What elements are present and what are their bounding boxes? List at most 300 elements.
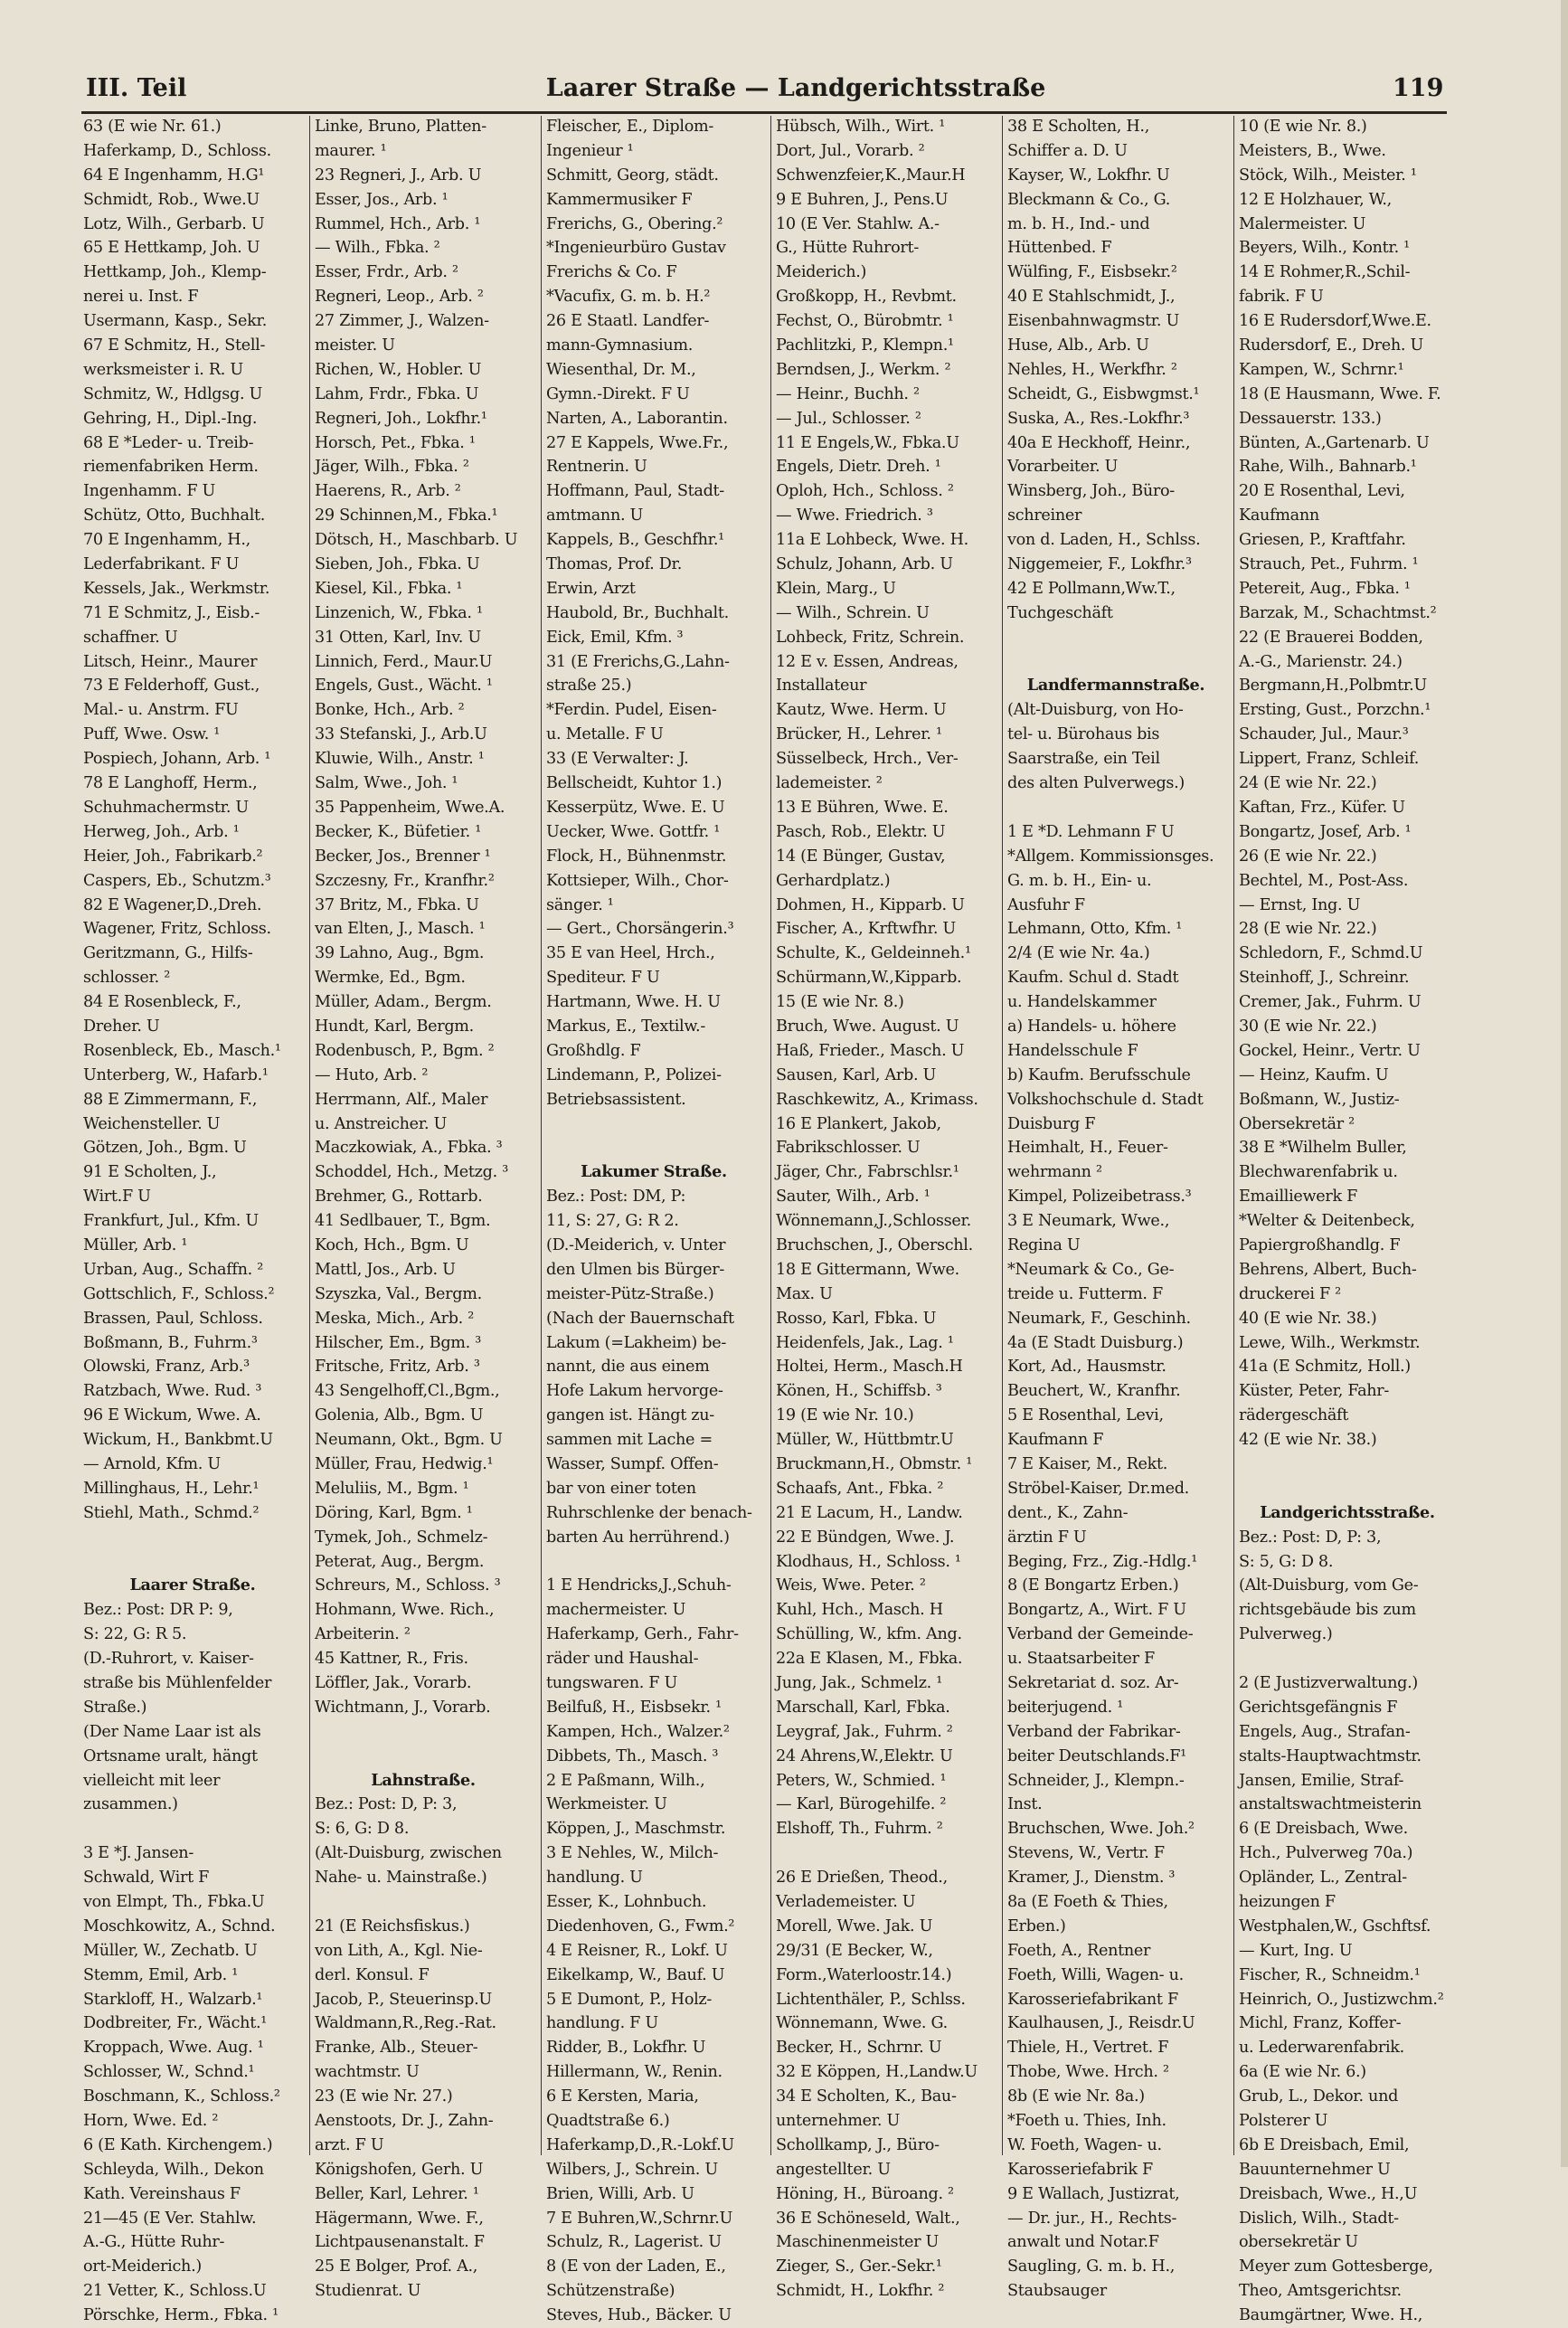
entry-line: Schulz, R., Lagerist. U	[546, 2233, 722, 2252]
entry-line: (Nach der Bauernschaft	[546, 1309, 734, 1328]
entry-line: Pospiech, Johann, Arb. ¹	[83, 750, 271, 769]
column-1	[83, 115, 302, 2325]
entry-line: Schürmann,W.,Kipparb.	[776, 969, 962, 988]
entry-line: Gockel, Heinr., Vertr. U	[1239, 1041, 1421, 1060]
entry-line: Gerhardplatz.)	[776, 871, 891, 890]
entry-line: Sieben, Joh., Fbka. U	[315, 555, 480, 574]
entry-line: Lotz, Wilh., Gerbarb. U	[83, 214, 265, 233]
entry-line: Linzenich, W., Fbka. ¹	[315, 603, 483, 622]
entry-line: *Neumark & Co., Ge-	[1007, 1260, 1175, 1279]
entry-line: u. Metalle. F U	[546, 725, 664, 744]
entry-line: Duisburg F	[1007, 1114, 1096, 1133]
entry-line: Linnich, Ferd., Maur.U	[315, 652, 493, 671]
entry-line: Blechwarenfabrik u.	[1239, 1163, 1398, 1182]
blank-line	[1239, 1647, 1456, 1671]
entry-line: 82 E Wagener,D.,Dreh.	[83, 895, 262, 914]
entry-line: Haferkamp, Gerh., Fahr-	[546, 1625, 739, 1644]
entry-line: 23 (E wie Nr. 27.)	[315, 2087, 453, 2106]
column-divider	[309, 116, 310, 2155]
entry-line: Schützenstraße)	[546, 2282, 675, 2301]
entry-line: Pörschke, Herm., Fbka. ¹	[83, 2306, 279, 2325]
entry-line: Lindemann, P., Polizei-	[546, 1065, 722, 1084]
entry-line: 18 E Gittermann, Wwe.	[776, 1260, 959, 1279]
entry-line: 29/31 (E Becker, W.,	[776, 1941, 933, 1960]
entry-line: Studienrat. U	[315, 2282, 421, 2301]
entry-line: Haubold, Br., Buchhalt.	[546, 603, 729, 622]
entry-line: Kiesel, Kil., Fbka. ¹	[315, 579, 463, 598]
entry-line: Erwin, Arzt	[546, 579, 636, 598]
entry-line: 96 E Wickum, Wwe. A.	[83, 1406, 261, 1425]
column-divider	[1233, 116, 1234, 2155]
entry-line: Kroppach, Wwe. Aug. ¹	[83, 2039, 264, 2058]
entry-line: Baumgärtner, Wwe. H.,	[1239, 2306, 1423, 2325]
entry-line: Quadtstraße 6.)	[546, 2112, 670, 2131]
entry-line: Zieger, S., Ger.-Sekr.¹	[776, 2257, 942, 2276]
entry-line: Meska, Mich., Arb. ²	[315, 1309, 475, 1328]
entry-line: Thiele, H., Vertret. F	[1007, 2039, 1169, 2058]
entry-line: Tymek, Joh., Schmelz-	[315, 1528, 488, 1547]
entry-line: Lehmann, Otto, Kfm. ¹	[1007, 920, 1183, 939]
entry-line: (Der Name Laar ist als	[83, 1722, 261, 1741]
entry-line: Lippert, Franz, Schleif.	[1239, 750, 1419, 769]
column-3	[546, 115, 761, 2325]
entry-line: 43 Sengelhoff,Cl.,Bgm.,	[315, 1382, 500, 1401]
entry-line: Ersting, Gust., Porzchn.¹	[1239, 701, 1431, 720]
column-6	[1239, 115, 1456, 2325]
entry-line: Form.,Waterloostr.14.)	[776, 1965, 952, 1984]
entry-line: 4 E Reisner, R., Lokf. U	[546, 1941, 728, 1960]
entry-line: Wagener, Fritz, Schloss.	[83, 920, 271, 939]
entry-line: vielleicht mit leer	[83, 1771, 221, 1790]
entry-line: 24 (E wie Nr. 22.)	[1239, 774, 1377, 793]
entry-line: zusammen.)	[83, 1795, 178, 1814]
entry-line: Niggemeier, F., Lokfhr.³	[1007, 555, 1192, 574]
entry-line: Schulte, K., Geldeinneh.¹	[776, 944, 971, 963]
entry-line: beiter Deutschlands.F¹	[1007, 1746, 1186, 1765]
entry-line: Kappels, B., Geschfhr.¹	[546, 531, 724, 550]
entry-line: Wönnemann, Wwe. G.	[776, 2014, 948, 2033]
entry-line: 70 E Ingenhamm, H.,	[83, 531, 250, 550]
entry-line: Frankfurt, Jul., Kfm. U	[83, 1212, 259, 1231]
column-divider	[770, 116, 771, 2155]
entry-line: Kessels, Jak., Werkmstr.	[83, 579, 270, 598]
entry-line: Gottschlich, F., Schloss.²	[83, 1284, 275, 1303]
entry-line: Lahm, Frdr., Fbka. U	[315, 384, 479, 403]
entry-line: Bergmann,H.,Polbmtr.U	[1239, 677, 1427, 696]
entry-line: 6 E Kersten, Maria,	[546, 2087, 699, 2106]
entry-line: Bez.: Post: D, P: 3,	[1239, 1528, 1382, 1547]
entry-line: Hübsch, Wilh., Wirt. ¹	[776, 118, 945, 136]
entry-line: 10 (E Ver. Stahlw. A.-	[776, 214, 940, 233]
entry-line: Süsselbeck, Hrch., Ver-	[776, 750, 959, 769]
entry-line: 26 E Staatl. Landfer-	[546, 312, 710, 331]
entry-line: Hch., Pulverweg 70a.)	[1239, 1844, 1413, 1863]
entry-line: anwalt und Notar.F	[1007, 2233, 1159, 2252]
entry-line: 39 Lahno, Aug., Bgm.	[315, 944, 485, 963]
entry-line: Schülling, W., kfm. Ang.	[776, 1625, 962, 1644]
entry-line: Bruckmann,H., Obmstr. ¹	[776, 1454, 973, 1473]
entry-line: Jung, Jak., Schmelz. ¹	[776, 1674, 943, 1692]
entry-line: Ströbel-Kaiser, Dr.med.	[1007, 1479, 1189, 1498]
entry-line: Fleischer, E., Diplom-	[546, 118, 714, 136]
entry-line: Arbeiterin. ²	[315, 1625, 411, 1644]
entry-line: 2 (E Justizverwaltung.)	[1239, 1674, 1418, 1692]
entry-line: Urban, Aug., Schaffn. ²	[83, 1260, 264, 1279]
entry-line: Olowski, Franz, Arb.³	[83, 1358, 250, 1377]
entry-line: Spediteur. F U	[546, 969, 660, 988]
entry-line: Kayser, W., Lokfhr. U	[1007, 166, 1170, 185]
entry-line: *Ferdin. Pudel, Eisen-	[546, 701, 717, 720]
entry-line: Löffler, Jak., Vorarb.	[315, 1674, 472, 1692]
entry-line: Schollkamp, J., Büro-	[776, 2135, 940, 2154]
entry-line: Bonke, Hch., Arb. ²	[315, 701, 465, 720]
entry-line: Könen, H., Schiffsb. ³	[776, 1382, 942, 1401]
entry-line: — Arnold, Kfm. U	[83, 1454, 221, 1473]
entry-line: b) Kaufm. Berufsschule	[1007, 1065, 1191, 1084]
entry-line: 67 E Schmitz, H., Stell-	[83, 336, 266, 355]
entry-line: — Huto, Arb. ²	[315, 1065, 429, 1084]
entry-line: 30 (E wie Nr. 22.)	[1239, 1017, 1377, 1036]
entry-line: Beyers, Wilh., Kontr. ¹	[1239, 239, 1410, 258]
entry-line: Holtei, Herm., Masch.H	[776, 1358, 963, 1377]
entry-line: Leygraf, Jak., Fuhrm. ²	[776, 1722, 953, 1741]
entry-line: 28 (E wie Nr. 22.)	[1239, 920, 1377, 939]
entry-line: Kammermusiker F	[546, 190, 693, 209]
entry-line: A.-G., Marienstr. 24.)	[1239, 652, 1403, 671]
entry-line: Ausfuhr F	[1007, 895, 1085, 914]
entry-line: 6a (E wie Nr. 6.)	[1239, 2063, 1366, 2082]
entry-line: Klodhaus, H., Schloss. ¹	[776, 1552, 961, 1571]
entry-line: Frerichs, G., Obering.²	[546, 214, 723, 233]
blank-line	[83, 1550, 302, 1575]
entry-line: Jäger, Wilh., Fbka. ²	[315, 458, 469, 477]
entry-line: — Karl, Bürogehilfe. ²	[776, 1795, 947, 1814]
entry-line: Herrmann, Alf., Maler	[315, 1090, 488, 1109]
entry-line: 10 (E wie Nr. 8.)	[1239, 118, 1367, 136]
entry-line: 5 E Dumont, P., Holz-	[546, 1990, 713, 2009]
entry-line: Millinghaus, H., Lehr.¹	[83, 1479, 260, 1498]
entry-line: Winsberg, Joh., Büro-	[1007, 482, 1175, 501]
entry-line: Bellscheidt, Kuhtor 1.)	[546, 774, 723, 793]
entry-line: Straße.)	[83, 1698, 147, 1717]
entry-line: 8 (E Bongartz Erben.)	[1007, 1576, 1179, 1595]
entry-line: Esser, Jos., Arb. ¹	[315, 190, 449, 209]
entry-line: Bechtel, M., Post-Ass.	[1239, 871, 1409, 890]
entry-line: Aenstoots, Dr. J., Zahn-	[315, 2112, 494, 2131]
entry-line: rädergeschäft	[1239, 1406, 1349, 1425]
entry-line: — Kurt, Ing. U	[1239, 1941, 1353, 1960]
entry-line: 40 E Stahlschmidt, J.,	[1007, 288, 1176, 307]
entry-line: Stemm, Emil, Arb. ¹	[83, 1965, 238, 1984]
entry-line: arzt. F U	[315, 2135, 384, 2154]
entry-line: Schauder, Jul., Maur.³	[1239, 725, 1409, 744]
entry-line: 31 Otten, Karl, Inv. U	[315, 628, 481, 647]
entry-line: tungswaren. F U	[546, 1674, 678, 1692]
entry-line: fabrik. F U	[1239, 288, 1324, 307]
entry-line: Kautz, Wwe. Herm. U	[776, 701, 947, 720]
entry-line: Karosseriefabrik F	[1007, 2160, 1153, 2179]
entry-line: meister. U	[315, 336, 395, 355]
entry-line: von d. Laden, H., Schlss.	[1007, 531, 1201, 550]
entry-line: 16 E Rudersdorf,Wwe.E.	[1239, 312, 1431, 331]
entry-line: 8 (E von der Laden, E.,	[546, 2257, 726, 2276]
entry-line: richtsgebäude bis zum	[1239, 1601, 1416, 1620]
entry-line: Stevens, W., Vertr. F	[1007, 1844, 1165, 1863]
entry-line: Diedenhoven, G., Fwm.²	[546, 1916, 735, 1935]
entry-line: handlung. U	[546, 1869, 643, 1888]
entry-line: S: 5, G: D 8.	[1239, 1552, 1334, 1571]
entry-line: von Elmpt, Th., Fbka.U	[83, 1893, 265, 1912]
street-heading: Landfermannstraße.	[1026, 676, 1205, 696]
entry-line: bar von einer toten	[546, 1479, 696, 1498]
entry-line: 5 E Rosenthal, Levi,	[1007, 1406, 1164, 1425]
entry-line: Wirt.F U	[83, 1188, 151, 1207]
entry-line: Kesserpütz, Wwe. E. U	[546, 798, 725, 817]
entry-line: Schmitt, Georg, städt.	[546, 166, 719, 185]
entry-line: unternehmer. U	[776, 2112, 901, 2131]
entry-line: 6 (E Kath. Kirchengem.)	[83, 2135, 273, 2154]
running-head-streets: Laarer Straße — Landgerichtsstraße	[545, 74, 1046, 102]
entry-line: m. b. H., Ind.- und	[1007, 214, 1150, 233]
entry-line: Cremer, Jak., Fuhrm. U	[1239, 993, 1422, 1012]
entry-line: 35 E van Heel, Hrch.,	[546, 944, 715, 963]
entry-line: maurer. ¹	[315, 141, 387, 160]
entry-line: 35 Pappenheim, Wwe.A.	[315, 798, 505, 817]
entry-line: A.-G., Hütte Ruhr-	[83, 2233, 225, 2252]
entry-line: Horsch, Pet., Fbka. ¹	[315, 433, 476, 452]
entry-line: Emailliewerk F	[1239, 1188, 1358, 1207]
entry-line: Hohmann, Wwe. Rich.,	[315, 1601, 495, 1620]
entry-line: Caspers, Eb., Schutzm.³	[83, 871, 271, 890]
entry-line: 14 (E Bünger, Gustav,	[776, 847, 946, 866]
entry-line: Esser, K., Lohnbuch.	[546, 1893, 707, 1912]
entry-line: Vorarbeiter. U	[1007, 458, 1119, 477]
entry-line: wehrmann ²	[1007, 1163, 1102, 1182]
entry-line: Eikelkamp, W., Bauf. U	[546, 1965, 725, 1984]
entry-line: Bleckmann & Co., G.	[1007, 190, 1171, 209]
entry-line: lademeister. ²	[776, 774, 883, 793]
entry-line: Betriebsassistent.	[546, 1090, 686, 1109]
entry-line: gangen ist. Hängt zu-	[546, 1406, 714, 1425]
entry-line: a) Handels- u. höhere	[1007, 1017, 1176, 1036]
entry-line: Wermke, Ed., Bgm.	[315, 969, 466, 988]
entry-line: amtmann. U	[546, 506, 644, 525]
entry-line: Geritzmann, G., Hilfs-	[83, 944, 253, 963]
entry-line: Opländer, L., Zentral-	[1239, 1869, 1407, 1888]
entry-line: Mal.- u. Anstrm. FU	[83, 701, 239, 720]
entry-line: Salm, Wwe., Joh. ¹	[315, 774, 458, 793]
entry-line: Michl, Franz, Koffer-	[1239, 2014, 1402, 2033]
entry-line: Götzen, Joh., Bgm. U	[83, 1139, 247, 1158]
entry-line: Elshoff, Th., Fuhrm. ²	[776, 1820, 943, 1839]
entry-line: beiterjugend. ¹	[1007, 1698, 1123, 1717]
entry-line: Hartmann, Wwe. H. U	[546, 993, 721, 1012]
entry-line: 40a E Heckhoff, Heinr.,	[1007, 433, 1191, 452]
entry-line: Jansen, Emilie, Straf-	[1239, 1771, 1404, 1790]
entry-line: G. m. b. H., Ein- u.	[1007, 871, 1152, 890]
entry-line: Regneri, Leop., Arb. ²	[315, 288, 484, 307]
entry-line: 68 E *Leder- u. Treib-	[83, 433, 254, 452]
entry-line: Schaafs, Ant., Fbka. ²	[776, 1479, 944, 1498]
entry-line: 29 Schinnen,M., Fbka.¹	[315, 506, 498, 525]
entry-line: Thomas, Prof. Dr.	[546, 555, 683, 574]
entry-line: Schoddel, Hch., Metzg. ³	[315, 1163, 508, 1182]
entry-line: Kaftan, Frz., Küfer. U	[1239, 798, 1405, 817]
entry-line: — Dr. jur., H., Rechts-	[1007, 2209, 1177, 2228]
entry-line: Scheidt, G., Eisbwgmst.¹	[1007, 384, 1200, 403]
entry-line: Foeth, A., Rentner	[1007, 1941, 1151, 1960]
entry-line: druckerei F ²	[1239, 1284, 1341, 1303]
column-2	[315, 115, 532, 2301]
entry-line: Herweg, Joh., Arb. ¹	[83, 822, 240, 841]
entry-line: Rummel, Hch., Arb. ¹	[315, 214, 481, 233]
entry-line: 88 E Zimmermann, F.,	[83, 1090, 258, 1109]
entry-line: Schmidt, H., Lokfhr. ²	[776, 2282, 945, 2301]
entry-line: 8a (E Foeth & Thies,	[1007, 1893, 1168, 1912]
header-rule	[81, 111, 1447, 114]
entry-line: Dibbets, Th., Masch. ³	[546, 1746, 719, 1765]
entry-line: Barzak, M., Schachtmst.²	[1239, 603, 1437, 622]
entry-line: Schreurs, M., Schloss. ³	[315, 1576, 501, 1595]
entry-line: — Wilh., Schrein. U	[776, 603, 930, 622]
entry-line: Verlademeister. U	[776, 1893, 916, 1912]
entry-line: Schiffer a. D. U	[1007, 141, 1128, 160]
entry-line: G., Hütte Ruhrort-	[776, 239, 919, 258]
entry-line: Schmidt, Rob., Wwe.U	[83, 190, 260, 209]
entry-line: Linke, Bruno, Platten-	[315, 118, 486, 136]
entry-line: Lakum (=Lakheim) be-	[546, 1333, 727, 1352]
entry-line: Peters, W., Schmied. ¹	[776, 1771, 947, 1790]
entry-line: Kottsieper, Wilh., Chor-	[546, 871, 729, 890]
entry-line: 1 E *D. Lehmann F U	[1007, 822, 1175, 841]
entry-line: S: 22, G: R 5.	[83, 1625, 187, 1644]
entry-line: 11, S: 27, G: R 2.	[546, 1212, 679, 1231]
entry-line: Lichtenthäler, P., Schlss.	[776, 1990, 966, 2009]
entry-line: (Alt-Duisburg, von Ho-	[1007, 701, 1184, 720]
entry-line: Uecker, Wwe. Gottfr. ¹	[546, 822, 720, 841]
entry-line: 15 (E wie Nr. 8.)	[776, 993, 904, 1012]
entry-line: 18 (E Hausmann, Wwe. F.	[1239, 384, 1441, 403]
entry-line: Heier, Joh., Fabrikarb.²	[83, 847, 263, 866]
entry-line: 42 (E wie Nr. 38.)	[1239, 1431, 1377, 1450]
entry-line: — Jul., Schlosser. ²	[776, 409, 921, 428]
entry-line: 4a (E Stadt Duisburg.)	[1007, 1333, 1184, 1352]
entry-line: Huse, Alb., Arb. U	[1007, 336, 1149, 355]
entry-line: Bauunternehmer U	[1239, 2160, 1391, 2179]
entry-line: Rahe, Wilh., Bahnarb.¹	[1239, 458, 1417, 477]
entry-line: 8b (E wie Nr. 8a.)	[1007, 2087, 1145, 2106]
entry-line: Ingenieur ¹	[546, 141, 634, 160]
entry-line: Bünten, A.,Gartenarb. U	[1239, 433, 1430, 452]
entry-line: 23 Regneri, J., Arb. U	[315, 166, 482, 185]
entry-line: Brehmer, G., Rottarb.	[315, 1188, 483, 1207]
entry-line: Haerens, R., Arb. ²	[315, 482, 461, 501]
entry-line: anstaltswachtmeisterin	[1239, 1795, 1422, 1814]
entry-line: Hoffmann, Paul, Stadt-	[546, 482, 724, 501]
entry-line: 13 E Bühren, Wwe. E.	[776, 798, 949, 817]
entry-line: 33 Stefanski, J., Arb.U	[315, 725, 487, 744]
entry-line: 16 E Plankert, Jakob,	[776, 1114, 941, 1133]
entry-line: Döring, Karl, Bgm. ¹	[315, 1503, 473, 1522]
entry-line: Beilfuß, H., Eisbsekr. ¹	[546, 1698, 722, 1717]
entry-line: 7 E Kaiser, M., Rekt.	[1007, 1454, 1168, 1473]
blank-line	[83, 1526, 302, 1550]
column-divider	[541, 116, 542, 2155]
entry-line: Brücker, H., Lehrer. ¹	[776, 725, 942, 744]
entry-line: Becker, H., Schrnr. U	[776, 2039, 942, 2058]
entry-line: Papiergroßhandlg. F	[1239, 1235, 1401, 1254]
entry-line: Meluliis, M., Bgm. ¹	[315, 1479, 469, 1498]
entry-line: (Alt-Duisburg, zwischen	[315, 1844, 502, 1863]
entry-line: Werkmeister. U	[546, 1795, 667, 1814]
entry-line: Pasch, Rob., Elektr. U	[776, 822, 946, 841]
entry-line: Brien, Willi, Arb. U	[546, 2184, 694, 2203]
entry-line: 2/4 (E wie Nr. 4a.)	[1007, 944, 1150, 963]
entry-line: Becker, K., Büfetier. ¹	[315, 822, 481, 841]
entry-line: Szczesny, Fr., Kranfhr.²	[315, 871, 495, 890]
entry-line: Moschkowitz, A., Schnd.	[83, 1916, 276, 1935]
entry-line: Weichensteller. U	[83, 1114, 221, 1133]
entry-line: Klein, Marg., U	[776, 579, 896, 598]
entry-line: Westphalen,W., Gschftsf.	[1239, 1916, 1431, 1935]
entry-line: Dort, Jul., Vorarb. ²	[776, 141, 925, 160]
entry-line: Dislich, Wilh., Stadt-	[1239, 2209, 1399, 2228]
entry-line: Beging, Frz., Zig.-Hdlg.¹	[1007, 1552, 1197, 1571]
entry-line: Mattl, Jos., Arb. U	[315, 1260, 456, 1279]
entry-line: Griesen, P., Kraftfahr.	[1239, 531, 1406, 550]
entry-line: 9 E Buhren, J., Pens.U	[776, 190, 949, 209]
entry-line: Behrens, Albert, Buch-	[1239, 1260, 1417, 1279]
entry-line: 22 E Bündgen, Wwe. J.	[776, 1528, 955, 1547]
entry-line: Eisenbahnwagmstr. U	[1007, 312, 1180, 331]
entry-line: (D.-Meiderich, v. Unter	[546, 1235, 726, 1254]
entry-line: Stiehl, Math., Schmd.²	[83, 1503, 260, 1522]
entry-line: Horn, Wwe. Ed. ²	[83, 2112, 219, 2131]
entry-line: 78 E Langhoff, Herm.,	[83, 774, 258, 793]
entry-line: Grub, L., Dekor. und	[1239, 2087, 1399, 2106]
entry-line: 26 E Drießen, Theod.,	[776, 1869, 948, 1888]
entry-line: Unterberg, W., Hafarb.¹	[83, 1065, 269, 1084]
entry-line: Heinrich, O., Justizwchm.²	[1239, 1990, 1444, 2009]
entry-line: 21 Vetter, K., Schloss.U	[83, 2282, 267, 2301]
entry-line: Wönnemann,J.,Schlosser.	[776, 1212, 971, 1231]
entry-line: u. Anstreicher. U	[315, 1114, 448, 1133]
entry-line: 33 (E Verwalter: J.	[546, 750, 689, 769]
entry-line: 22 (E Brauerei Bodden,	[1239, 628, 1423, 647]
blank-line	[776, 1841, 993, 1866]
entry-line: 38 E Scholten, H.,	[1007, 118, 1149, 136]
column-divider	[1002, 116, 1003, 2155]
entry-line: 41a (E Schmitz, Holl.)	[1239, 1358, 1411, 1377]
entry-line: Verband der Fabrikar-	[1007, 1722, 1181, 1741]
entry-line: Maschinenmeister U	[776, 2233, 940, 2252]
entry-line: Litsch, Heinr., Maurer	[83, 652, 258, 671]
entry-line: Hundt, Karl, Bergm.	[315, 1017, 474, 1036]
entry-line: 73 E Felderhoff, Gust.,	[83, 677, 260, 696]
entry-line: Engels, Gust., Wächt. ¹	[315, 677, 493, 696]
entry-line: schreiner	[1007, 506, 1082, 525]
entry-line: Wickum, H., Bankbmt.U	[83, 1431, 273, 1450]
street-heading: Laarer Straße.	[129, 1576, 256, 1595]
entry-line: 26 (E wie Nr. 22.)	[1239, 847, 1377, 866]
entry-line: Schulz, Johann, Arb. U	[776, 555, 953, 574]
entry-line: Engels, Dietr. Dreh. ¹	[776, 458, 941, 477]
entry-line: meister-Pütz-Straße.)	[546, 1284, 714, 1303]
entry-line: 3 E Nehles, W., Milch-	[546, 1844, 719, 1863]
street-heading: Landgerichtsstraße.	[1260, 1502, 1435, 1522]
entry-line: Regneri, Joh., Lokfhr.¹	[315, 409, 487, 428]
entry-line: Volkshochschule d. Stadt	[1007, 1090, 1204, 1109]
